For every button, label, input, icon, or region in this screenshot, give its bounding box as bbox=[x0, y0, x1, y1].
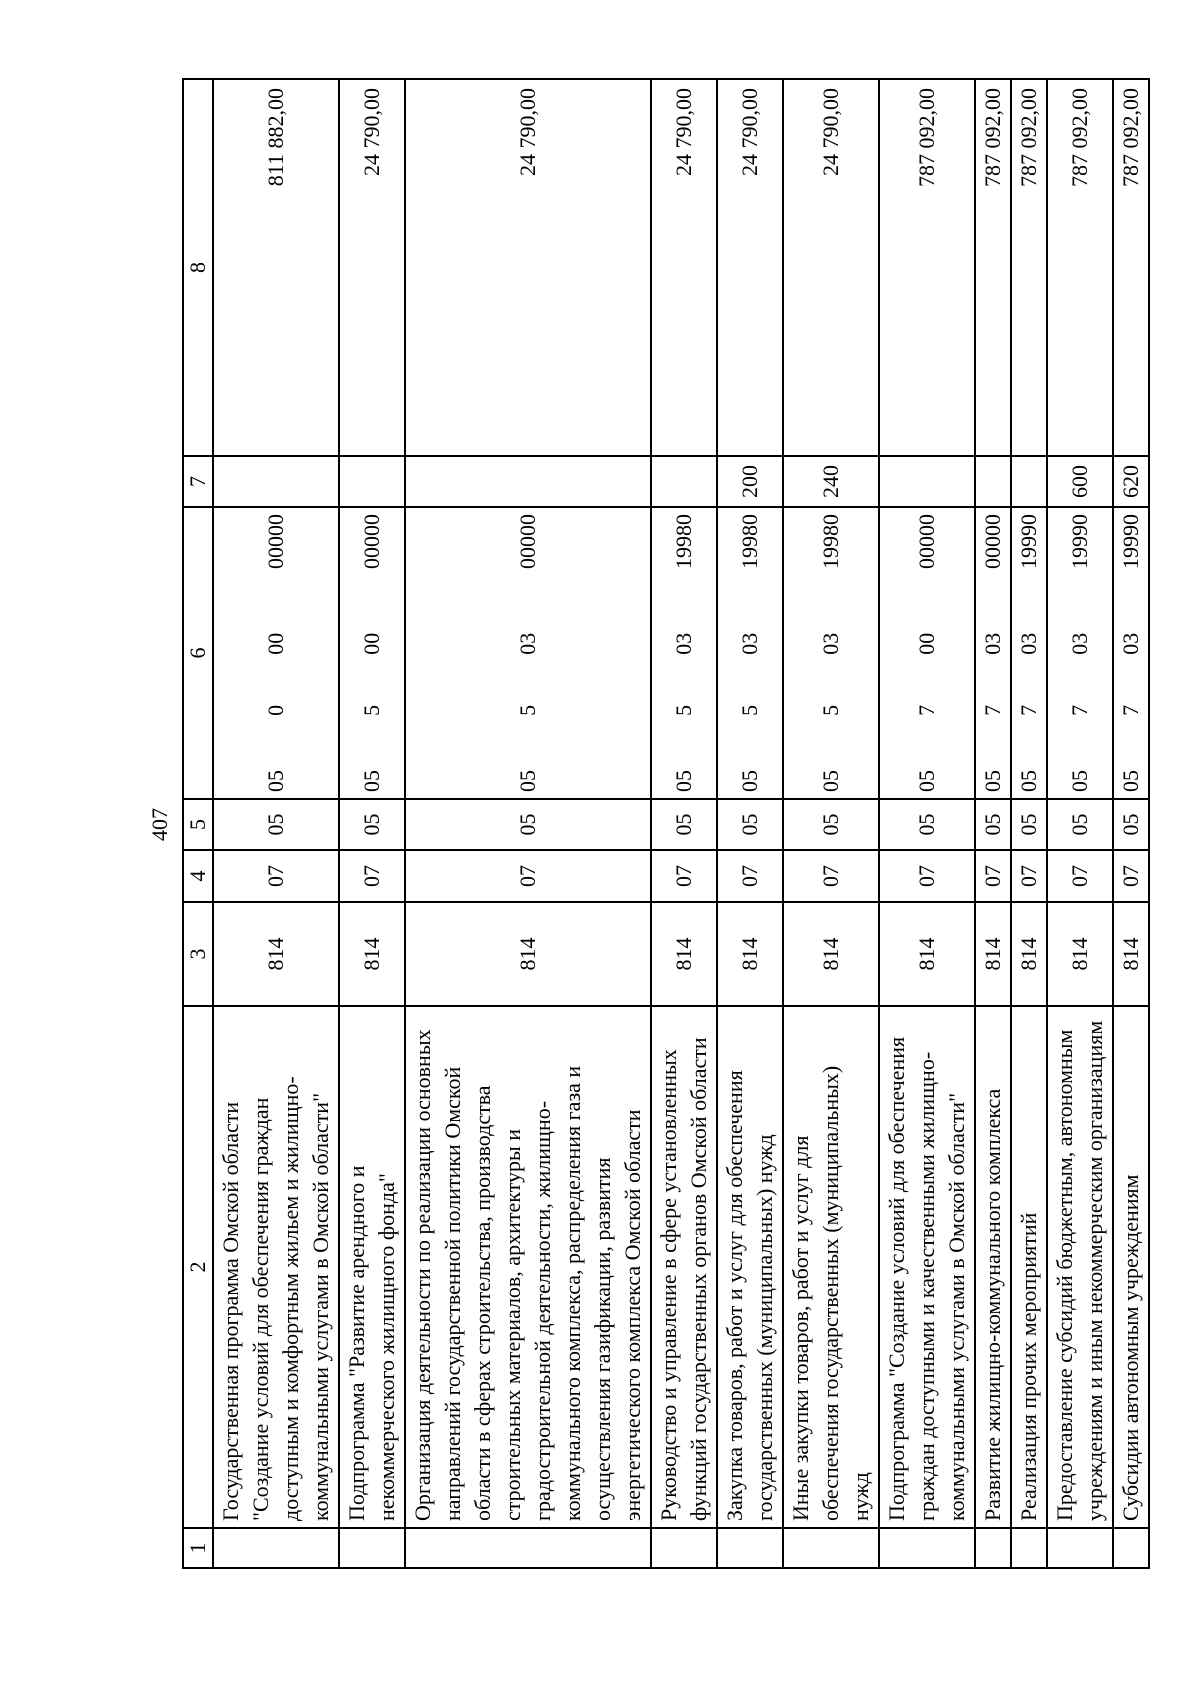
code-part: 05 bbox=[515, 770, 540, 792]
code-part: 00000 bbox=[263, 514, 288, 570]
table-row bbox=[783, 79, 879, 1568]
row-section-code: 07 bbox=[651, 850, 717, 902]
row-amount: 787 092,00 bbox=[879, 79, 975, 456]
row-name: Руководство и управление в сфере установленных функций государственных органов Омской области bbox=[651, 1006, 717, 1528]
code-part: 7 bbox=[980, 704, 1005, 716]
row-target-article bbox=[879, 507, 975, 799]
row-section-code: 07 bbox=[1113, 850, 1149, 902]
row-ministry-code: 814 bbox=[975, 902, 1011, 1006]
row-target-article bbox=[405, 507, 651, 799]
code-part: 03 bbox=[818, 632, 843, 655]
code-part: 03 bbox=[980, 632, 1005, 655]
code-part: 03 bbox=[1118, 632, 1143, 655]
row-amount: 24 790,00 bbox=[651, 79, 717, 456]
row-amount: 24 790,00 bbox=[717, 79, 783, 456]
row-index-cell bbox=[651, 1528, 717, 1568]
row-ministry-code: 814 bbox=[1113, 902, 1149, 1006]
table-row bbox=[1113, 79, 1149, 1568]
row-expense-type: 620 bbox=[1113, 456, 1149, 507]
table-row bbox=[975, 79, 1011, 1568]
budget-table bbox=[182, 78, 1150, 1569]
table-body bbox=[213, 79, 1149, 1568]
code-part: 19980 bbox=[818, 514, 843, 570]
row-section-code: 07 bbox=[975, 850, 1011, 902]
header-col-7: 7 bbox=[183, 456, 213, 507]
code-part: 03 bbox=[1016, 632, 1041, 655]
target-article-code bbox=[816, 514, 846, 792]
header-col-1: 1 bbox=[183, 1528, 213, 1568]
row-subsection-code: 05 bbox=[1011, 799, 1047, 850]
row-index-cell bbox=[339, 1528, 405, 1568]
target-article-code bbox=[357, 514, 387, 792]
code-part: 00000 bbox=[515, 514, 540, 570]
row-index-cell bbox=[717, 1528, 783, 1568]
row-subsection-code: 05 bbox=[213, 799, 339, 850]
row-name: Реализация прочих мероприятий bbox=[1011, 1006, 1047, 1528]
target-article-code bbox=[735, 514, 765, 792]
row-section-code: 07 bbox=[1047, 850, 1113, 902]
header-col-5: 5 bbox=[183, 799, 213, 850]
table-row bbox=[1011, 79, 1047, 1568]
row-subsection-code: 05 bbox=[975, 799, 1011, 850]
target-article-code bbox=[912, 514, 942, 792]
row-index-cell bbox=[1011, 1528, 1047, 1568]
header-col-4: 4 bbox=[183, 850, 213, 902]
row-index-cell bbox=[1047, 1528, 1113, 1568]
code-part: 05 bbox=[914, 770, 939, 792]
row-ministry-code: 814 bbox=[405, 902, 651, 1006]
code-part: 00000 bbox=[359, 514, 384, 570]
code-part: 05 bbox=[818, 770, 843, 792]
row-expense-type bbox=[975, 456, 1011, 507]
table-row bbox=[879, 79, 975, 1568]
code-part: 19990 bbox=[1067, 514, 1092, 570]
table-row bbox=[405, 79, 651, 1568]
table-row bbox=[339, 79, 405, 1568]
row-index-cell bbox=[213, 1528, 339, 1568]
row-ministry-code: 814 bbox=[339, 902, 405, 1006]
row-section-code: 07 bbox=[1011, 850, 1047, 902]
row-index-cell bbox=[879, 1528, 975, 1568]
code-part: 7 bbox=[914, 704, 939, 716]
header-col-8: 8 bbox=[183, 79, 213, 456]
row-ministry-code: 814 bbox=[1047, 902, 1113, 1006]
row-name: Подпрограмма "Создание условий для обеспечения граждан доступными и качественными жилищно-коммунальными услугами в Омской области" bbox=[879, 1006, 975, 1528]
code-part: 7 bbox=[1067, 704, 1092, 716]
code-part: 19990 bbox=[1016, 514, 1041, 570]
code-part: 5 bbox=[818, 704, 843, 716]
row-name: Развитие жилищно-коммунального комплекса bbox=[975, 1006, 1011, 1528]
row-expense-type bbox=[405, 456, 651, 507]
row-target-article bbox=[717, 507, 783, 799]
row-amount: 24 790,00 bbox=[783, 79, 879, 456]
row-ministry-code: 814 bbox=[783, 902, 879, 1006]
row-expense-type bbox=[651, 456, 717, 507]
code-part: 19990 bbox=[1118, 514, 1143, 570]
code-part: 05 bbox=[1118, 770, 1143, 792]
target-article-code bbox=[1065, 514, 1095, 792]
row-index-cell bbox=[783, 1528, 879, 1568]
row-amount: 24 790,00 bbox=[405, 79, 651, 456]
code-part: 05 bbox=[1016, 770, 1041, 792]
code-part: 00 bbox=[263, 632, 288, 655]
header-col-2: 2 bbox=[183, 1006, 213, 1528]
code-part: 00000 bbox=[914, 514, 939, 570]
code-part: 7 bbox=[1016, 704, 1041, 716]
row-name: Закупка товаров, работ и услуг для обеспечения государственных (муниципальных) нужд bbox=[717, 1006, 783, 1528]
code-part: 05 bbox=[737, 770, 762, 792]
target-article-code bbox=[978, 514, 1008, 792]
row-expense-type: 240 bbox=[783, 456, 879, 507]
row-name: Субсидии автономным учреждениям bbox=[1113, 1006, 1149, 1528]
table-row bbox=[651, 79, 717, 1568]
row-amount: 787 092,00 bbox=[975, 79, 1011, 456]
code-part: 00000 bbox=[980, 514, 1005, 570]
header-col-3: 3 bbox=[183, 902, 213, 1006]
row-section-code: 07 bbox=[879, 850, 975, 902]
code-part: 0 bbox=[263, 704, 288, 716]
row-expense-type: 600 bbox=[1047, 456, 1113, 507]
row-target-article bbox=[1047, 507, 1113, 799]
row-section-code: 07 bbox=[405, 850, 651, 902]
code-part: 5 bbox=[515, 704, 540, 716]
row-target-article bbox=[213, 507, 339, 799]
row-index-cell bbox=[975, 1528, 1011, 1568]
code-part: 5 bbox=[359, 704, 384, 716]
code-part: 05 bbox=[980, 770, 1005, 792]
code-part: 03 bbox=[737, 632, 762, 655]
row-subsection-code: 05 bbox=[339, 799, 405, 850]
row-subsection-code: 05 bbox=[879, 799, 975, 850]
row-subsection-code: 05 bbox=[1047, 799, 1113, 850]
row-name: Иные закупки товаров, работ и услуг для обеспечения государственных (муниципальных) нужд bbox=[783, 1006, 879, 1528]
row-expense-type: 200 bbox=[717, 456, 783, 507]
row-ministry-code: 814 bbox=[651, 902, 717, 1006]
target-article-code bbox=[669, 514, 699, 792]
target-article-code bbox=[261, 514, 291, 792]
code-part: 05 bbox=[671, 770, 696, 792]
row-subsection-code: 05 bbox=[783, 799, 879, 850]
code-part: 05 bbox=[263, 770, 288, 792]
row-target-article bbox=[1011, 507, 1047, 799]
code-part: 03 bbox=[515, 632, 540, 655]
code-part: 03 bbox=[1067, 632, 1092, 655]
row-expense-type bbox=[339, 456, 405, 507]
rotated-page bbox=[138, 80, 1143, 1569]
code-part: 00 bbox=[359, 632, 384, 655]
code-part: 05 bbox=[1067, 770, 1092, 792]
code-part: 00 bbox=[914, 632, 939, 655]
row-name: Подпрограмма "Развитие арендного и некоммерческого жилищного фонда" bbox=[339, 1006, 405, 1528]
table-row bbox=[717, 79, 783, 1568]
row-subsection-code: 05 bbox=[717, 799, 783, 850]
row-name: Государственная программа Омской области "Создание условий для обеспечения граждан доступным и комфортным жильем и жилищно-коммунальными услугами в Омской области" bbox=[213, 1006, 339, 1528]
target-article-code bbox=[1116, 514, 1146, 792]
row-name: Организация деятельности по реализации основных направлений государственной политики Омской области в сферах строительства, производства строительных материалов, архитектуры и градостроительной деятельности, жилищно-коммунального комплекса, распределения газа и осуществления газификации, развития энергетического комплекса Омской области bbox=[405, 1006, 651, 1528]
row-section-code: 07 bbox=[717, 850, 783, 902]
header-col-6: 6 bbox=[183, 507, 213, 799]
code-part: 03 bbox=[671, 632, 696, 655]
code-part: 19980 bbox=[737, 514, 762, 570]
row-target-article bbox=[975, 507, 1011, 799]
row-section-code: 07 bbox=[213, 850, 339, 902]
row-ministry-code: 814 bbox=[1011, 902, 1047, 1006]
row-subsection-code: 05 bbox=[1113, 799, 1149, 850]
code-part: 7 bbox=[1118, 704, 1143, 716]
code-part: 5 bbox=[737, 704, 762, 716]
row-subsection-code: 05 bbox=[405, 799, 651, 850]
code-part: 19980 bbox=[671, 514, 696, 570]
row-target-article bbox=[1113, 507, 1149, 799]
code-part: 05 bbox=[359, 770, 384, 792]
row-ministry-code: 814 bbox=[717, 902, 783, 1006]
target-article-code bbox=[1014, 514, 1044, 792]
table-row bbox=[1047, 79, 1113, 1568]
row-index-cell bbox=[1113, 1528, 1149, 1568]
row-subsection-code: 05 bbox=[651, 799, 717, 850]
row-amount: 787 092,00 bbox=[1047, 79, 1113, 456]
row-target-article bbox=[651, 507, 717, 799]
row-index-cell bbox=[405, 1528, 651, 1568]
row-amount: 811 882,00 bbox=[213, 79, 339, 456]
table-row bbox=[213, 79, 339, 1568]
row-expense-type bbox=[1011, 456, 1047, 507]
row-target-article bbox=[783, 507, 879, 799]
row-ministry-code: 814 bbox=[213, 902, 339, 1006]
row-expense-type bbox=[879, 456, 975, 507]
page-number: 407 bbox=[147, 808, 172, 841]
row-amount: 787 092,00 bbox=[1113, 79, 1149, 456]
row-amount: 24 790,00 bbox=[339, 79, 405, 456]
row-expense-type bbox=[213, 456, 339, 507]
row-target-article bbox=[339, 507, 405, 799]
row-ministry-code: 814 bbox=[879, 902, 975, 1006]
row-section-code: 07 bbox=[783, 850, 879, 902]
target-article-code bbox=[513, 514, 543, 792]
row-section-code: 07 bbox=[339, 850, 405, 902]
header-row bbox=[183, 79, 213, 1568]
row-name: Предоставление субсидий бюджетным, автономным учреждениям и иным некоммерческим организациям bbox=[1047, 1006, 1113, 1528]
code-part: 5 bbox=[671, 704, 696, 716]
row-amount: 787 092,00 bbox=[1011, 79, 1047, 456]
